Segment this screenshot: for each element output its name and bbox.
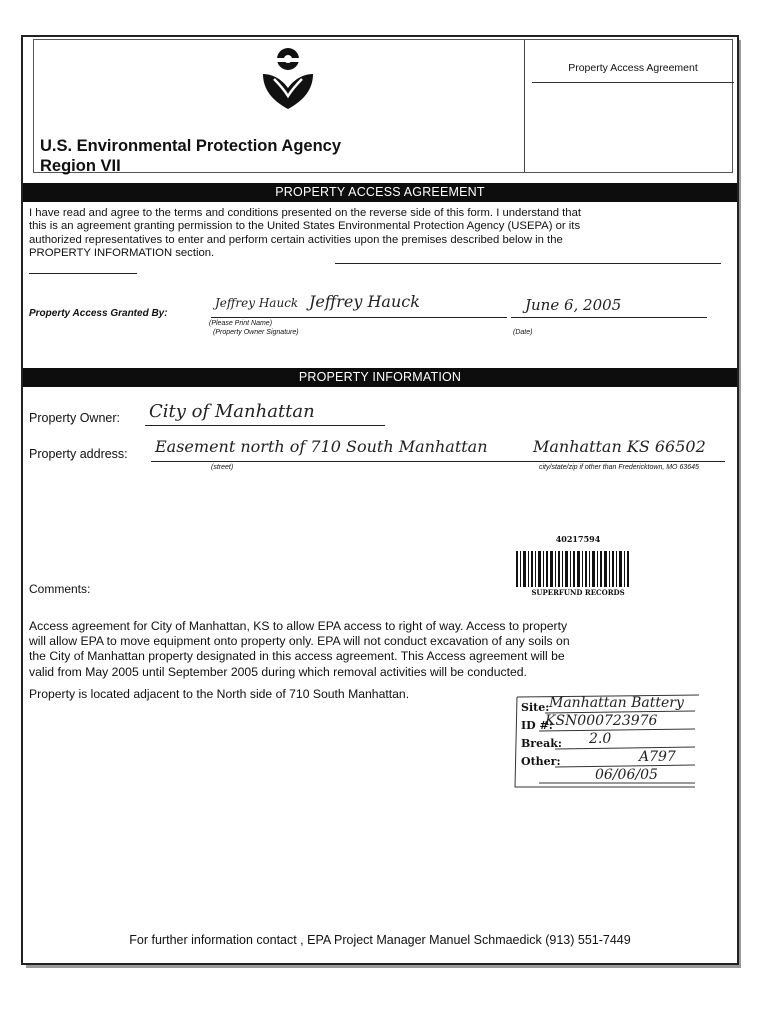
comments-line-1: Access agreement for City of Manhattan, KS to allow EPA access to right of way. Access to property <box>29 619 568 633</box>
barcode-icon <box>513 551 643 587</box>
section-band-access: PROPERTY ACCESS AGREEMENT <box>23 183 737 202</box>
print-name-caption: (Please Print Name) <box>209 320 273 327</box>
street-caption: (street) <box>211 464 234 471</box>
agreement-underline <box>29 273 137 274</box>
signature-line <box>211 317 507 318</box>
stamp-site-label: Site: <box>521 701 550 714</box>
stamp-break-value: 2.0 <box>589 731 612 747</box>
form-header <box>33 39 733 173</box>
date-line <box>511 317 707 318</box>
stamp-id-label: ID #: <box>521 719 553 732</box>
property-owner-line <box>145 425 385 426</box>
title-underline <box>532 82 734 83</box>
granted-by-label <box>29 305 168 319</box>
agreement-line-3: authorized representatives to enter and perform certain activities upon the premises described below in the <box>29 233 563 246</box>
comments-line-3: the City of Manhattan property designated in this access agreement. This Access agreement will be <box>29 649 565 664</box>
printed-name-handwriting: Jeffrey Hauck <box>215 296 299 310</box>
property-owner-handwriting: City of Manhattan <box>149 401 315 422</box>
stamp-break-label: Break: <box>521 737 562 750</box>
property-owner-label: Property Owner: <box>29 411 121 425</box>
page-shadow-bottom <box>26 965 741 968</box>
city-handwriting: Manhattan KS 66502 <box>533 437 706 456</box>
comments-line-5: Property is located adjacent to the North side of 710 South Manhattan. <box>29 687 410 701</box>
agency-line-1: U.S. Environmental Protection Agency <box>40 137 342 155</box>
epa-logo-icon <box>259 46 317 112</box>
date-handwriting: June 6, 2005 <box>525 296 622 314</box>
signature-caption: (Property Owner Signature) <box>213 329 299 336</box>
address-line <box>151 461 725 462</box>
comments-text <box>29 619 729 680</box>
agreement-line-1: I have read and agree to the terms and conditions presented on the reverse side of this form. I understand that <box>29 207 581 219</box>
stamp-date-value: 06/06/05 <box>595 767 658 783</box>
agreement-text <box>29 207 729 261</box>
stamp-site-value: Manhattan Battery <box>549 695 684 711</box>
superfund-records-stamp <box>499 691 699 791</box>
date-caption: (Date) <box>513 329 533 336</box>
agency-line-2: Region VII <box>40 157 121 175</box>
agreement-line-4: PROPERTY INFORMATION section. <box>29 247 215 260</box>
barcode-caption: SUPERFUND RECORDS <box>531 588 625 597</box>
agreement-line-2: this is an agreement granting permission to the United States Environmental Protection Agency (USEPA) or its <box>29 220 581 233</box>
agency-name <box>40 136 341 176</box>
city-caption: city/state/zip if other than Fredericktown, MO 63645 <box>539 464 699 471</box>
street-handwriting: Easement north of 710 South Manhattan <box>155 437 488 456</box>
comments-line-2: will allow EPA to move equipment onto property only. EPA will not conduct excavation of any soils on <box>29 634 570 649</box>
granted-by-text: Property Access Granted By: <box>29 308 168 319</box>
form-title-box: Property Access Agreement <box>568 62 698 74</box>
section-band-property: PROPERTY INFORMATION <box>23 368 737 387</box>
stamp-id-value: KSN000723976 <box>545 713 658 729</box>
comments-line-4: valid from May 2005 until September 2005 during which removal activities will be conducted. <box>29 664 527 679</box>
property-address-label: Property address: <box>29 447 128 461</box>
barcode-number: 40217594 <box>555 534 601 544</box>
comments-label: Comments: <box>29 582 91 596</box>
access-agreement-form <box>21 35 739 965</box>
header-divider <box>524 40 525 172</box>
agreement-underline-2 <box>335 263 721 264</box>
stamp-other-value: A797 <box>639 749 676 765</box>
contact-footer: For further information contact , EPA Project Manager Manuel Schmaedick (913) 551-7449 <box>129 933 631 947</box>
stamp-other-label: Other: <box>521 755 561 768</box>
owner-signature-handwriting: Jeffrey Hauck <box>309 292 420 311</box>
